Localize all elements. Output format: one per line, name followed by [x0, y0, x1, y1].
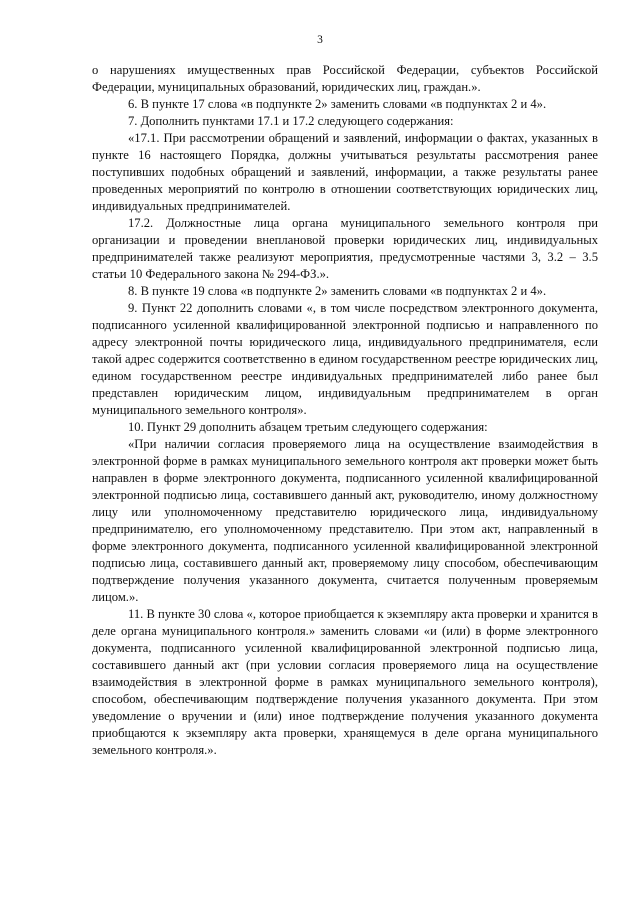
paragraph-item-9: 9. Пункт 22 дополнить словами «, в том числе посредством электронного документа, подписанного усиленной квалифицированной электронной подписью и направленного по адресу электронной почты юридического лица, индивидуального предпринимателя, если такой адрес содержится соответственно в едином государственном реестре юридических лиц, едином государственном реестре индивидуальных предпринимателей либо ранее был представлен юридическим лицом, индивидуальным предпринимателем в орган муниципального земельного контроля».	[92, 301, 598, 417]
document-body	[92, 62, 598, 759]
paragraph-item-11: 11. В пункте 30 слова «, которое приобщается к экземпляру акта проверки и хранится в деле органа муниципального контроля.» заменить словами «и (или) в форме электронного документа, подписанного усиленной квалифицированной электронной подписью лица, составившего данный акт (при условии согласия проверяемого лица на осуществление взаимодействия в электронной форме в рамках муниципального земельного контроля), способом, обеспечивающим подтверждение получения указанного документа. При этом уведомление о вручении и (или) иное подтверждение получения указанного документа приобщаются к экземпляру акта проверки, хранящемуся в деле органа муниципального земельного контроля.».	[92, 607, 598, 757]
paragraph-17-1: «17.1. При рассмотрении обращений и заявлений, информации о фактах, указанных в пункте 16 настоящего Порядка, должны учитываться результаты рассмотрения ранее поступивших подобных обращений и заявлений, информации, а также результаты ранее проведенных мероприятий по контролю в отношении соответствующих юридических лиц, индивидуальных предпринимателей.	[92, 131, 598, 213]
paragraph-item-8: 8. В пункте 19 слова «в подпункте 2» заменить словами «в подпунктах 2 и 4».	[128, 284, 547, 298]
paragraph-item-7: 7. Дополнить пунктами 17.1 и 17.2 следующего содержания:	[128, 114, 454, 128]
paragraph-continuation: о нарушениях имущественных прав Российской Федерации, субъектов Российской Федерации, муниципальных образований, юридических лиц, граждан.».	[92, 63, 598, 94]
paragraph-item-10-quote: «При наличии согласия проверяемого лица на осуществление взаимодействия в электронной форме в рамках муниципального земельного контроля акт проверки может быть направлен в форме электронного документа, подписанного усиленной квалифицированной электронной подписью лица, составившего данный акт, руководителю, иному должностному лицу или уполномоченному представителю юридического лица, индивидуальному предпринимателю, его уполномоченному представителю. При этом акт, направленный в форме электронного документа, подписанного усиленной квалифицированной электронной подписью лица, составившего данный акт, проверяемому лицу способом, обеспечивающим подтверждение получения указанного документа, считается полученным проверяемым лицом.».	[92, 437, 598, 604]
paragraph-17-2: 17.2. Должностные лица органа муниципального земельного контроля при организации и проведении внеплановой проверки юридических лиц, индивидуальных предпринимателей также реализуют мероприятия, предусмотренные частями 3, 3.2 – 3.5 статьи 10 Федерального закона № 294-ФЗ.».	[92, 216, 598, 281]
page-number: 3	[317, 34, 323, 46]
paragraph-item-10: 10. Пункт 29 дополнить абзацем третьим следующего содержания:	[128, 420, 488, 434]
paragraph-item-6: 6. В пункте 17 слова «в подпункте 2» заменить словами «в подпунктах 2 и 4».	[128, 97, 547, 111]
